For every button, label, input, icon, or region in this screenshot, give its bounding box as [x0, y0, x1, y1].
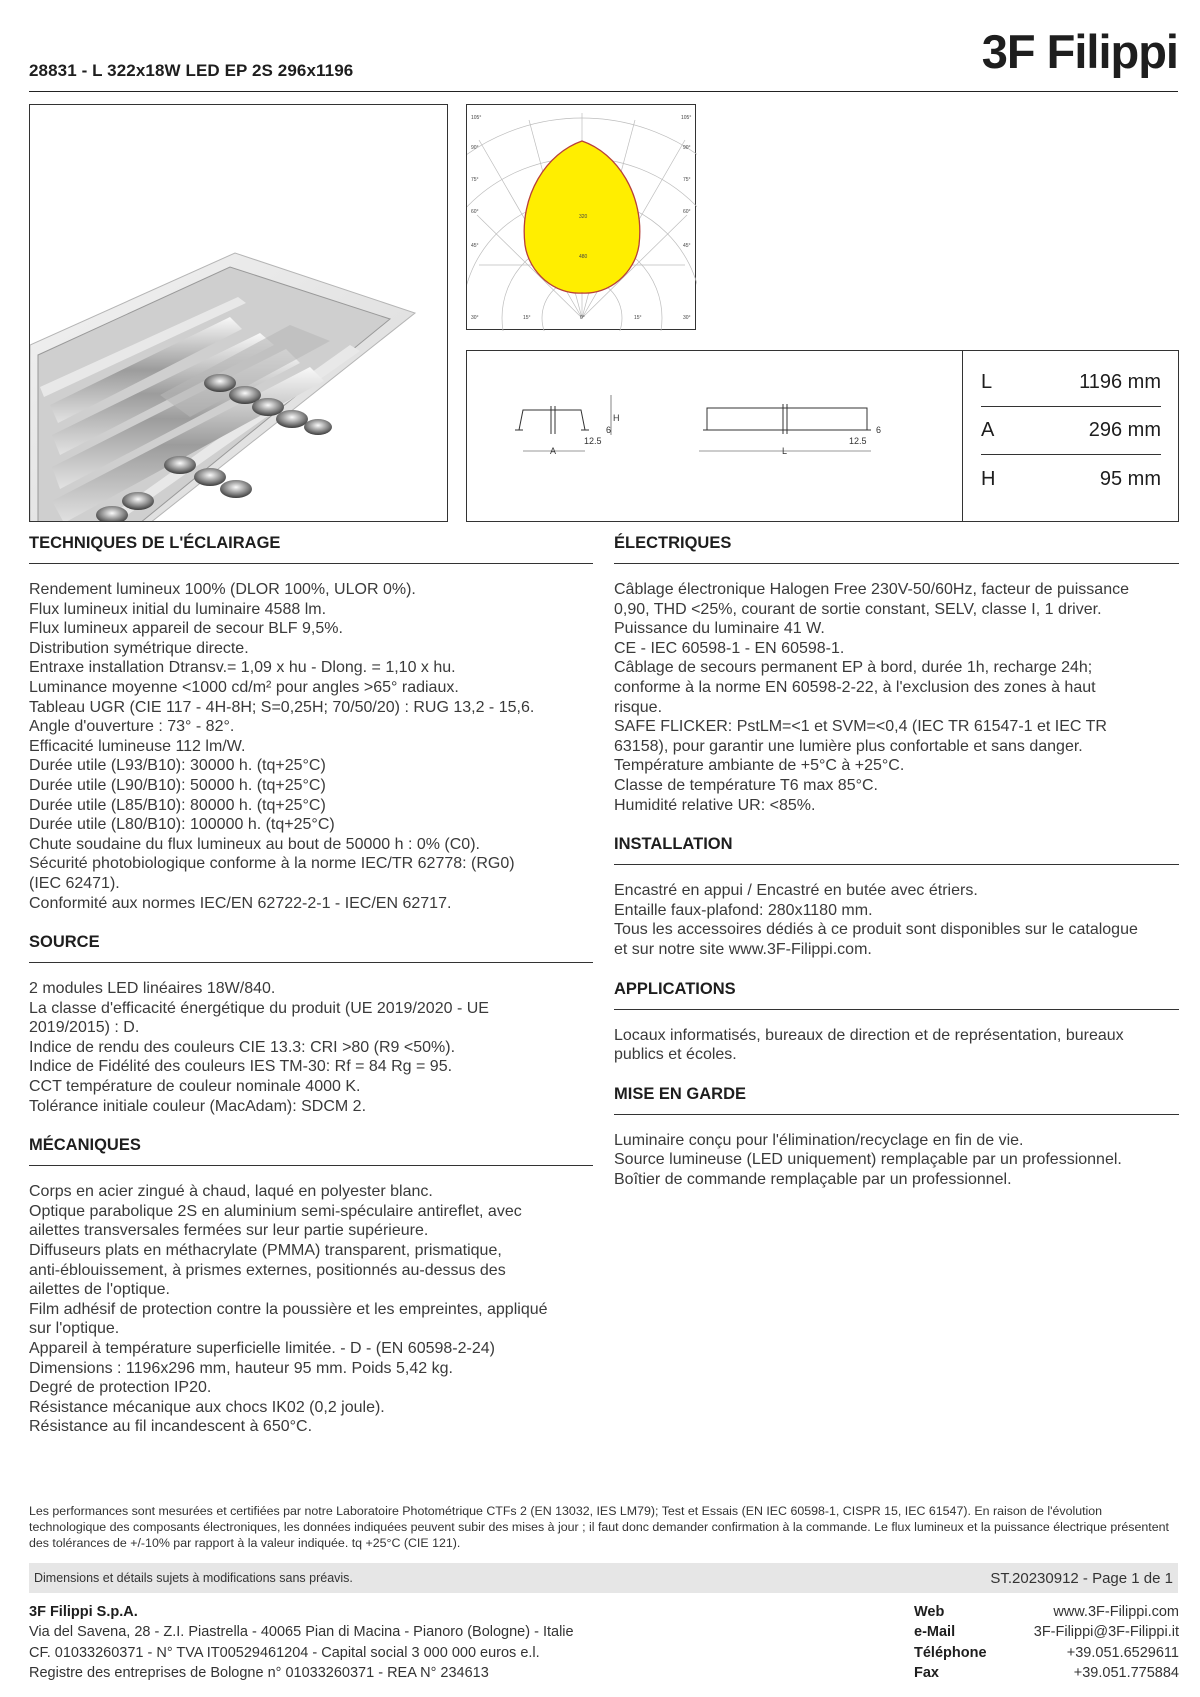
polar-label: 15°: [634, 315, 642, 321]
dim-label-l: L: [782, 446, 788, 456]
section-line: Durée utile (L93/B10): 30000 h. (tq+25°C): [29, 757, 326, 775]
section-line: Durée utile (L85/B10): 80000 h. (tq+25°C): [29, 796, 326, 814]
section-body: [614, 1026, 1179, 1065]
section-line: publics et écoles.: [614, 1046, 737, 1064]
section-line: Conformité aux normes IEC/EN 62722-2-1 - IEC/EN 62717.: [29, 894, 452, 912]
section-line: Humidité relative UR: <85%.: [614, 796, 816, 814]
section-line: Rendement lumineux 100% (DLOR 100%, ULOR 0%).: [29, 581, 416, 598]
dimension-row: [981, 359, 1161, 407]
dimension-key: H: [981, 467, 996, 490]
polar-label: 30°: [683, 315, 691, 321]
section-lighting: [29, 534, 593, 913]
polar-ring-value: 480: [579, 254, 588, 260]
dimension-row: [981, 455, 1161, 503]
dimension-value: 1196 mm: [1079, 371, 1161, 393]
polar-label: 60°: [471, 209, 479, 215]
section-installation: [614, 835, 1179, 959]
contact-value: +39.051.6529611: [1066, 1644, 1179, 1661]
contact-phone: [914, 1643, 1179, 1663]
section-line: Diffuseurs plats en méthacrylate (PMMA) transparent, prismatique,: [29, 1242, 502, 1260]
section-line: Dimensions : 1196x296 mm, hauteur 95 mm. Poids 5,42 kg.: [29, 1359, 453, 1377]
section-line: Efficacité lumineuse 112 lm/W.: [29, 737, 246, 755]
section-line: Durée utile (L80/B10): 100000 h. (tq+25°C): [29, 816, 335, 834]
polar-label: 75°: [683, 177, 691, 183]
section-line: CE - IEC 60598-1 - EN 60598-1.: [614, 639, 845, 657]
contact-fax: [914, 1663, 1179, 1683]
page-reference: ST.20230912 - Page 1 de 1: [990, 1569, 1173, 1587]
section-source: [29, 933, 593, 1116]
polar-ring-value: 320: [579, 214, 588, 220]
section-title: ÉLECTRIQUES: [614, 534, 1179, 564]
polar-label: 0°: [580, 315, 585, 321]
section-line: Sécurité photobiologique conforme à la norme IEC/TR 62778: (RG0): [29, 855, 515, 873]
section-line: CCT température de couleur nominale 4000 K.: [29, 1078, 361, 1096]
company-registry: Registre des entreprises de Bologne n° 01033260371 - REA N° 234613: [29, 1664, 489, 1681]
section-body: [614, 1131, 1179, 1190]
section-line: conforme à la norme EN 60598-2-22, à l'exclusion des zones à haut: [614, 678, 1096, 696]
technical-drawing: [467, 351, 963, 521]
section-line: Puissance du luminaire 41 W.: [614, 620, 825, 638]
section-line: Tous les accessoires dédiés à ce produit sont disponibles sur le catalogue: [614, 921, 1138, 939]
section-title: MISE EN GARDE: [614, 1085, 1179, 1115]
polar-label: 90°: [683, 145, 691, 151]
section-line: SAFE FLICKER: PstLM=<1 et SVM=<0,4 (IEC TR 61547-1 et IEC TR: [614, 718, 1107, 736]
section-line: Durée utile (L90/B10): 50000 h. (tq+25°C): [29, 776, 326, 794]
polar-diagram: [466, 104, 696, 330]
dimensions-table: [981, 359, 1161, 503]
section-line: Indice de rendu des couleurs CIE 13.3: CRI >80 (R9 <50%).: [29, 1038, 456, 1056]
section-line: Chute soudaine du flux lumineux au bout de 50000 h : 0% (C0).: [29, 835, 480, 853]
section-line: 0,90, THD <25%, courant de sortie constant, SELV, classe I, 1 driver.: [614, 600, 1102, 618]
section-line: Résistance mécanique aux chocs IK02 (0,2 joule).: [29, 1398, 385, 1416]
section-applications: [614, 980, 1179, 1065]
section-line: Flux lumineux initial du luminaire 4588 lm.: [29, 600, 327, 618]
contact-label: Fax: [914, 1664, 939, 1681]
section-line: 2 modules LED linéaires 18W/840.: [29, 980, 276, 998]
contact-label: Téléphone: [914, 1644, 987, 1661]
section-title: INSTALLATION: [614, 835, 1179, 865]
footer-notice: Dimensions et détails sujets à modifications sans préavis.: [34, 1571, 353, 1585]
section-line: Optique parabolique 2S en aluminium semi-spéculaire antireflet, avec: [29, 1202, 522, 1220]
dim-label-a: A: [550, 446, 557, 456]
section-line: Flux lumineux appareil de secour BLF 9,5%.: [29, 620, 343, 638]
header-divider: [29, 91, 1178, 92]
section-line: Luminance moyenne <1000 cd/m² pour angles >65° radiaux.: [29, 678, 459, 696]
section-line: Appareil à température superficielle limitée. - D - (EN 60598-2-24): [29, 1340, 495, 1357]
section-line: Angle d'ouverture : 73° - 82°.: [29, 718, 235, 736]
company-tax: CF. 01033260371 - N° TVA IT00529461204 - Capital social 3 000 000 euros e.l.: [29, 1644, 540, 1661]
section-line: Température ambiante de +5°C à +25°C.: [614, 757, 905, 775]
product-title: 28831 - L 322x18W LED EP 2S 296x1196: [29, 61, 354, 80]
left-column: [29, 534, 593, 1457]
dimension-value: 95 mm: [1099, 467, 1161, 490]
polar-label: 60°: [683, 209, 691, 215]
company-address: Via del Savena, 28 - Z.I. Piastrella - 40065 Pian di Macina - Pianoro (Bologne) - Italie: [29, 1624, 574, 1641]
section-line: risque.: [614, 698, 663, 716]
section-line: Encastré en appui / Encastré en butée avec étriers.: [614, 882, 978, 900]
dimension-key: L: [981, 371, 993, 393]
section-line: ailettes de l'optique.: [29, 1281, 170, 1299]
section-line: Boîtier de commande remplaçable par un professionnel.: [614, 1170, 1012, 1188]
contact-email: [914, 1622, 1179, 1642]
dim-label-h: H: [613, 413, 620, 423]
section-line: 2019/2015) : D.: [29, 1019, 140, 1037]
polar-label: 45°: [683, 243, 691, 249]
section-title: MÉCANIQUES: [29, 1136, 593, 1166]
section-line: La classe d'efficacité énergétique du produit (UE 2019/2020 - UE: [29, 999, 489, 1017]
polar-label: 105°: [681, 115, 692, 121]
section-mechanical: [29, 1136, 593, 1437]
polar-label: 45°: [471, 243, 479, 249]
section-title: SOURCE: [29, 933, 593, 963]
contact-link[interactable]: www.3F-Filippi.com: [1053, 1604, 1179, 1620]
dimension-key: A: [981, 419, 995, 441]
dimension-drawing: [467, 351, 963, 521]
section-line: Film adhésif de protection contre la poussière et les empreintes, appliqué: [29, 1300, 548, 1318]
section-line: (IEC 62471).: [29, 874, 120, 892]
section-line: sur l'optique.: [29, 1320, 120, 1338]
dimension-row: [981, 407, 1161, 455]
company-info: [29, 1602, 574, 1683]
section-line: Résistance au fil incandescent à 650°C.: [29, 1418, 313, 1436]
contact-value: +39.051.775884: [1073, 1664, 1179, 1681]
section-warning: [614, 1085, 1179, 1190]
luminaire-illustration: [30, 105, 448, 522]
section-body: [29, 979, 593, 1116]
footer-bar: [29, 1563, 1178, 1593]
section-line: anti-éblouissement, à prismes externes, positionnés au-dessus des: [29, 1261, 506, 1279]
section-body: [29, 1182, 593, 1437]
section-body: [614, 881, 1179, 959]
contact-label: Web: [914, 1604, 945, 1620]
polar-label: 15°: [523, 315, 531, 321]
section-line: Source lumineuse (LED uniquement) remplaçable par un professionnel.: [614, 1151, 1122, 1169]
dimensions-panel: [466, 350, 1179, 522]
section-line: Luminaire conçu pour l'élimination/recyclage en fin de vie.: [614, 1131, 1024, 1149]
contact-web: [914, 1602, 1179, 1622]
dim-label-gap: 12.5: [584, 436, 602, 446]
section-body: [29, 580, 593, 913]
section-line: Entaille faux-plafond: 280x1180 mm.: [614, 901, 873, 919]
contact-list: [914, 1602, 1179, 1683]
section-title: APPLICATIONS: [614, 980, 1179, 1010]
brand-logo: [981, 25, 1178, 78]
product-photo: [29, 104, 448, 522]
section-line: Degré de protection IP20.: [29, 1379, 212, 1397]
section-line: Câblage électronique Halogen Free 230V-50/60Hz, facteur de puissance: [614, 581, 1129, 598]
section-line: Câblage de secours permanent EP à bord, durée 1h, recharge 24h;: [614, 659, 1093, 677]
section-line: Entraxe installation Dtransv.= 1,09 x hu - Dlong. = 1,10 x hu.: [29, 659, 456, 677]
section-line: 63158), pour garantir une lumière plus confortable et sans danger.: [614, 737, 1083, 755]
polar-chart: [467, 105, 697, 331]
section-line: Classe de température T6 max 85°C.: [614, 776, 878, 794]
section-line: ailettes transversales fermées sur leur partie supérieure.: [29, 1222, 429, 1240]
section-line: Indice de Fidélité des couleurs IES TM-30: Rf = 84 Rg = 95.: [29, 1058, 453, 1076]
contact-link[interactable]: 3F-Filippi@3F-Filippi.it: [1033, 1624, 1179, 1641]
dim-label-six: 6: [606, 425, 612, 435]
section-line: et sur notre site www.3F-Filippi.com.: [614, 940, 872, 958]
section-electrical: [614, 534, 1179, 815]
right-column: [614, 534, 1179, 1209]
company-name: 3F Filippi S.p.A.: [29, 1604, 138, 1620]
contact-label: e-Mail: [914, 1624, 956, 1641]
section-line: Corps en acier zingué à chaud, laqué en polyester blanc.: [29, 1183, 433, 1201]
polar-label: 90°: [471, 145, 479, 151]
section-title: TECHNIQUES DE L'ÉCLAIRAGE: [29, 534, 593, 564]
dim-label-gap: 12.5: [849, 436, 867, 446]
section-line: Tolérance initiale couleur (MacAdam): SDCM 2.: [29, 1097, 367, 1115]
polar-label: 30°: [471, 315, 479, 321]
dim-label-six: 6: [876, 425, 882, 435]
section-line: Tableau UGR (CIE 117 - 4H-8H; S=0,25H; 70/50/20) : RUG 13,2 - 15,6.: [29, 698, 535, 716]
polar-label: 75°: [471, 177, 479, 183]
section-line: Locaux informatisés, bureaux de direction et de représentation, bureaux: [614, 1026, 1124, 1044]
section-line: Distribution symétrique directe.: [29, 639, 249, 657]
section-body: [614, 580, 1179, 815]
dimension-value: 296 mm: [1088, 419, 1161, 441]
logo-text: 3F Filippi: [981, 25, 1178, 78]
footer-disclaimer: Les performances sont mesurées et certifiées par notre Laboratoire Photométrique CTFs 2 (EN 13032, IES LM79); Test et Essais (EN IEC 60598-1, CISPR 15, IEC 61547). En raison de l'évolution technologique des composants électroniques, les données indiquées peuvent subir des mises à jour ; il faut donc demander confirmation à la commande. Le flux lumineux et la puissance électrique présentent des tolérances de +/-10% par rapport à la valeur indiquée. tq +25°C (CIE 121).: [29, 1504, 1169, 1550]
polar-label: 105°: [471, 115, 482, 121]
